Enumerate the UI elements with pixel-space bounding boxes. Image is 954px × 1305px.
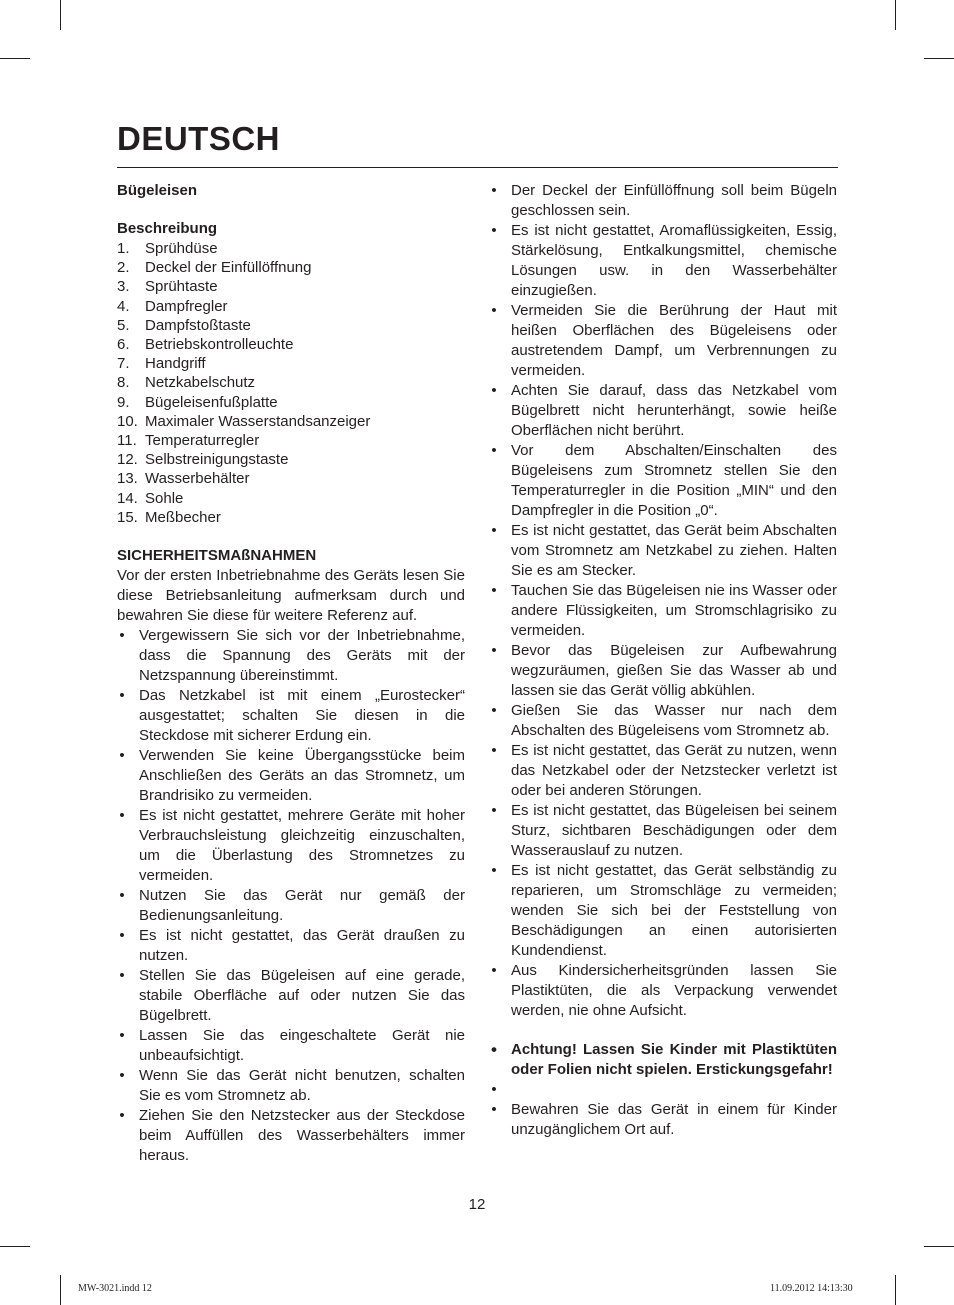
list-item-text: Wenn Sie das Gerät nicht benutzen, schalten Sie es vom Stromnetz ab.: [139, 1067, 465, 1105]
list-item: [117, 1026, 465, 1066]
list-item-text: Es ist nicht gestattet, Aromaflüssigkeiten, Essig, Stärkelösung, Entkalkungsmittel, chemische Lösungen usw. in den Wasserbehälter einzugießen.: [511, 222, 837, 299]
list-item: [489, 741, 837, 801]
item-label: Selbstreinigungstaste: [145, 451, 289, 469]
bullet-icon: •: [119, 1067, 125, 1085]
list-item: [489, 221, 837, 301]
list-item-text: Es ist nicht gestattet, das Gerät draußen zu nutzen.: [139, 927, 465, 965]
item-number: 10.: [117, 412, 138, 430]
crop-mark: [60, 0, 61, 30]
description-item: [117, 412, 465, 431]
item-number: 7.: [117, 355, 130, 373]
item-label: Meßbecher: [145, 508, 221, 526]
bullet-icon: •: [491, 1040, 497, 1059]
item-label: Handgriff: [145, 355, 206, 373]
item-number: 14.: [117, 489, 138, 507]
safety-list-left: [117, 626, 465, 1166]
bullet-icon: •: [491, 962, 497, 979]
left-column: [117, 181, 465, 1166]
list-item: [489, 181, 837, 221]
description-item: [117, 297, 465, 316]
list-item-text: Vergewissern Sie sich vor der Inbetriebnahme, dass die Spannung des Geräts mit der Netzspannung übereinstimmt.: [139, 627, 465, 685]
description-item: [117, 450, 465, 469]
item-label: Netzkabelschutz: [145, 374, 256, 392]
item-number: 11.: [117, 432, 137, 450]
safety-heading: SICHERHEITSMAßNAHMEN: [117, 547, 317, 565]
bullet-icon: •: [491, 382, 497, 399]
crop-mark: [895, 1275, 896, 1305]
bullet-icon: •: [491, 182, 497, 199]
crop-mark: [924, 1246, 954, 1247]
bullet-icon: •: [491, 582, 497, 599]
list-item: [489, 1080, 837, 1100]
bullet-icon: •: [491, 1081, 497, 1098]
bullet-icon: •: [119, 627, 125, 645]
crop-mark: [60, 1275, 61, 1305]
list-item: [489, 701, 837, 741]
description-item: [117, 335, 465, 354]
list-item: [117, 806, 465, 886]
bullet-icon: •: [491, 302, 497, 319]
item-number: 3.: [117, 278, 130, 296]
list-item: [489, 441, 837, 521]
bullet-icon: •: [491, 862, 497, 879]
item-label: Deckel der Einfüllöffnung: [145, 259, 312, 277]
crop-mark: [924, 58, 954, 59]
bullet-icon: •: [491, 1101, 497, 1118]
crop-mark: [0, 1246, 30, 1247]
description-item: [117, 354, 465, 373]
list-item-text: Vermeiden Sie die Berührung der Haut mit heißen Oberflächen des Bügeleisens oder austretendem Dampf, um Verbrennungen zu vermeiden.: [511, 302, 837, 379]
description-item: [117, 258, 465, 277]
list-item-text: Lassen Sie das eingeschaltete Gerät nie unbeaufsichtigt.: [139, 1027, 465, 1065]
crop-mark: [0, 58, 30, 59]
list-item: [489, 581, 837, 641]
item-label: Sprühdüse: [145, 240, 218, 257]
list-item: [117, 686, 465, 746]
list-item: [489, 641, 837, 701]
list-item-text: Ziehen Sie den Netzstecker aus der Steckdose beim Auffüllen des Wasserbehälters immer heraus.: [139, 1107, 465, 1165]
list-item-text: Nutzen Sie das Gerät nur gemäß der Bedienungsanleitung.: [139, 887, 465, 925]
list-item-text: Es ist nicht gestattet, mehrere Geräte mit hoher Verbrauchsleistung gleichzeitig einzuschalten, um die Überlastung des Stromnetzes zu vermeiden.: [139, 807, 465, 885]
item-number: 6.: [117, 336, 130, 354]
warning-text: Achtung! Lassen Sie Kinder mit Plastiktüten oder Folien nicht spielen. Erstickungsgefahr!: [511, 1041, 837, 1078]
description-list: [117, 239, 465, 527]
item-label: Bügeleisenfußplatte: [145, 393, 278, 411]
list-item: [117, 626, 465, 686]
warning-item: [489, 1040, 837, 1080]
bullet-icon: •: [491, 222, 497, 239]
list-item-text: Aus Kindersicherheitsgründen lassen Sie Plastiktüten, die als Verpackung verwendet werden, nie ohne Aufsicht.: [511, 962, 837, 1019]
list-item: [489, 381, 837, 441]
item-label: Betriebskontrolleuchte: [145, 336, 294, 354]
crop-mark: [895, 0, 896, 30]
list-item-text: Der Deckel der Einfüllöffnung soll beim Bügeln geschlossen sein.: [511, 182, 837, 219]
list-item-text: Gießen Sie das Wasser nur nach dem Abschalten des Bügeleisens vom Stromnetz ab.: [511, 702, 837, 739]
list-item-text: Tauchen Sie das Bügeleisen nie ins Wasser oder andere Flüssigkeiten, um Stromschlagrisiko zu vermeiden.: [511, 582, 837, 639]
bullet-icon: •: [491, 642, 497, 659]
list-item: [117, 746, 465, 806]
list-item: [489, 801, 837, 861]
list-item-text: Verwenden Sie keine Übergangsstücke beim Anschließen des Geräts an das Stromnetz, um Brandrisiko zu vermeiden.: [139, 747, 465, 805]
bullet-icon: •: [119, 1027, 125, 1045]
warning-list: [489, 1040, 837, 1140]
footer-file: MW-3021.indd 12: [78, 1283, 152, 1294]
list-item: [117, 1106, 465, 1166]
item-number: 4.: [117, 297, 130, 315]
list-item-text: Bevor das Bügeleisen zur Aufbewahrung wegzuräumen, gießen Sie das Wasser ab und lassen sie das Gerät völlig abkühlen.: [511, 642, 837, 699]
safety-list-right: [489, 181, 837, 1021]
bullet-icon: •: [491, 442, 497, 459]
product-title: Bügeleisen: [117, 182, 198, 199]
bullet-icon: •: [491, 522, 497, 539]
item-label: Temperaturregler: [145, 432, 260, 450]
item-number: 1.: [117, 240, 130, 257]
list-item: [489, 961, 837, 1021]
list-item: [117, 966, 465, 1026]
list-item: [489, 301, 837, 381]
list-item: [117, 1066, 465, 1106]
description-item: [117, 508, 465, 527]
description-heading: Beschreibung: [117, 220, 218, 237]
bullet-icon: •: [491, 802, 497, 819]
list-item-text: Es ist nicht gestattet, das Gerät beim Abschalten vom Stromnetz am Netzkabel zu ziehen. Halten Sie es am Stecker.: [511, 522, 837, 579]
list-item: [489, 861, 837, 961]
item-label: Dampfstoßtaste: [145, 316, 251, 334]
list-item: [117, 886, 465, 926]
bullet-icon: •: [119, 887, 125, 905]
item-label: Maximaler Wasserstandsanzeiger: [145, 412, 371, 430]
item-number: 8.: [117, 374, 130, 392]
bullet-icon: •: [119, 687, 125, 705]
item-number: 5.: [117, 316, 130, 334]
list-item-text: Es ist nicht gestattet, das Gerät selbständig zu reparieren, um Stromschläge zu vermeiden; wenden Sie sich bei der Feststellung von Beschädigungen an einen autorisierten Kundendienst.: [511, 862, 837, 959]
description-item: [117, 489, 465, 508]
bullet-icon: •: [491, 702, 497, 719]
bullet-icon: •: [119, 1107, 125, 1125]
right-column: [489, 181, 837, 1140]
list-item-text: Das Netzkabel ist mit einem „Eurostecker“ ausgestattet; schalten Sie diesen in die Steckdose mit sicherer Erdung ein.: [139, 687, 465, 745]
description-item: [117, 393, 465, 412]
list-item: [117, 926, 465, 966]
item-number: 9.: [117, 393, 130, 411]
item-number: 13.: [117, 470, 138, 488]
list-item: [489, 521, 837, 581]
description-item: [117, 469, 465, 488]
title-rule: [117, 167, 838, 168]
safety-intro: Vor der ersten Inbetriebnahme des Geräts lesen Sie diese Betriebsanleitung aufmerksam durch und bewahren Sie diese für weitere Referenz auf.: [117, 567, 465, 625]
bullet-icon: •: [119, 747, 125, 765]
item-number: 2.: [117, 259, 130, 277]
bullet-icon: •: [491, 742, 497, 759]
item-label: Sohle: [145, 489, 184, 507]
item-label: Dampfregler: [145, 297, 228, 315]
description-item: [117, 277, 465, 296]
description-item: [117, 316, 465, 335]
list-item-text: Stellen Sie das Bügeleisen auf eine gerade, stabile Oberfläche auf oder nutzen Sie das Bügelbrett.: [139, 967, 465, 1025]
page-title: DEUTSCH: [117, 120, 281, 157]
footer-timestamp: 11.09.2012 14:13:30: [770, 1283, 853, 1294]
item-label: Sprühtaste: [145, 278, 218, 296]
list-item-text: Es ist nicht gestattet, das Bügeleisen bei seinem Sturz, sichtbaren Beschädigungen oder dem Wasserauslauf zu nutzen.: [511, 802, 837, 859]
list-item-text: Bewahren Sie das Gerät in einem für Kinder unzugänglichem Ort auf.: [511, 1101, 837, 1138]
description-item: [117, 239, 465, 258]
item-number: 12.: [117, 451, 138, 469]
list-item-text: Vor dem Abschalten/Einschalten des Bügeleisens zum Stromnetz stellen Sie den Temperaturregler in die Position „MIN“ und den Dampfregler in die Position „0“.: [511, 442, 837, 519]
page-number: 12: [468, 1196, 486, 1213]
item-label: Wasserbehälter: [145, 470, 250, 488]
description-item: [117, 373, 465, 392]
list-item-text: Achten Sie darauf, dass das Netzkabel vom Bügelbrett nicht herunterhängt, sowie heiße Oberflächen nicht berührt.: [511, 382, 837, 439]
description-item: [117, 431, 465, 450]
list-item: [489, 1100, 837, 1140]
bullet-icon: •: [119, 807, 125, 825]
bullet-icon: •: [119, 967, 125, 985]
bullet-icon: •: [119, 927, 125, 945]
list-item-text: Es ist nicht gestattet, das Gerät zu nutzen, wenn das Netzkabel oder der Netzstecker verletzt ist oder bei anderen Störungen.: [511, 742, 837, 799]
item-number: 15.: [117, 508, 138, 526]
